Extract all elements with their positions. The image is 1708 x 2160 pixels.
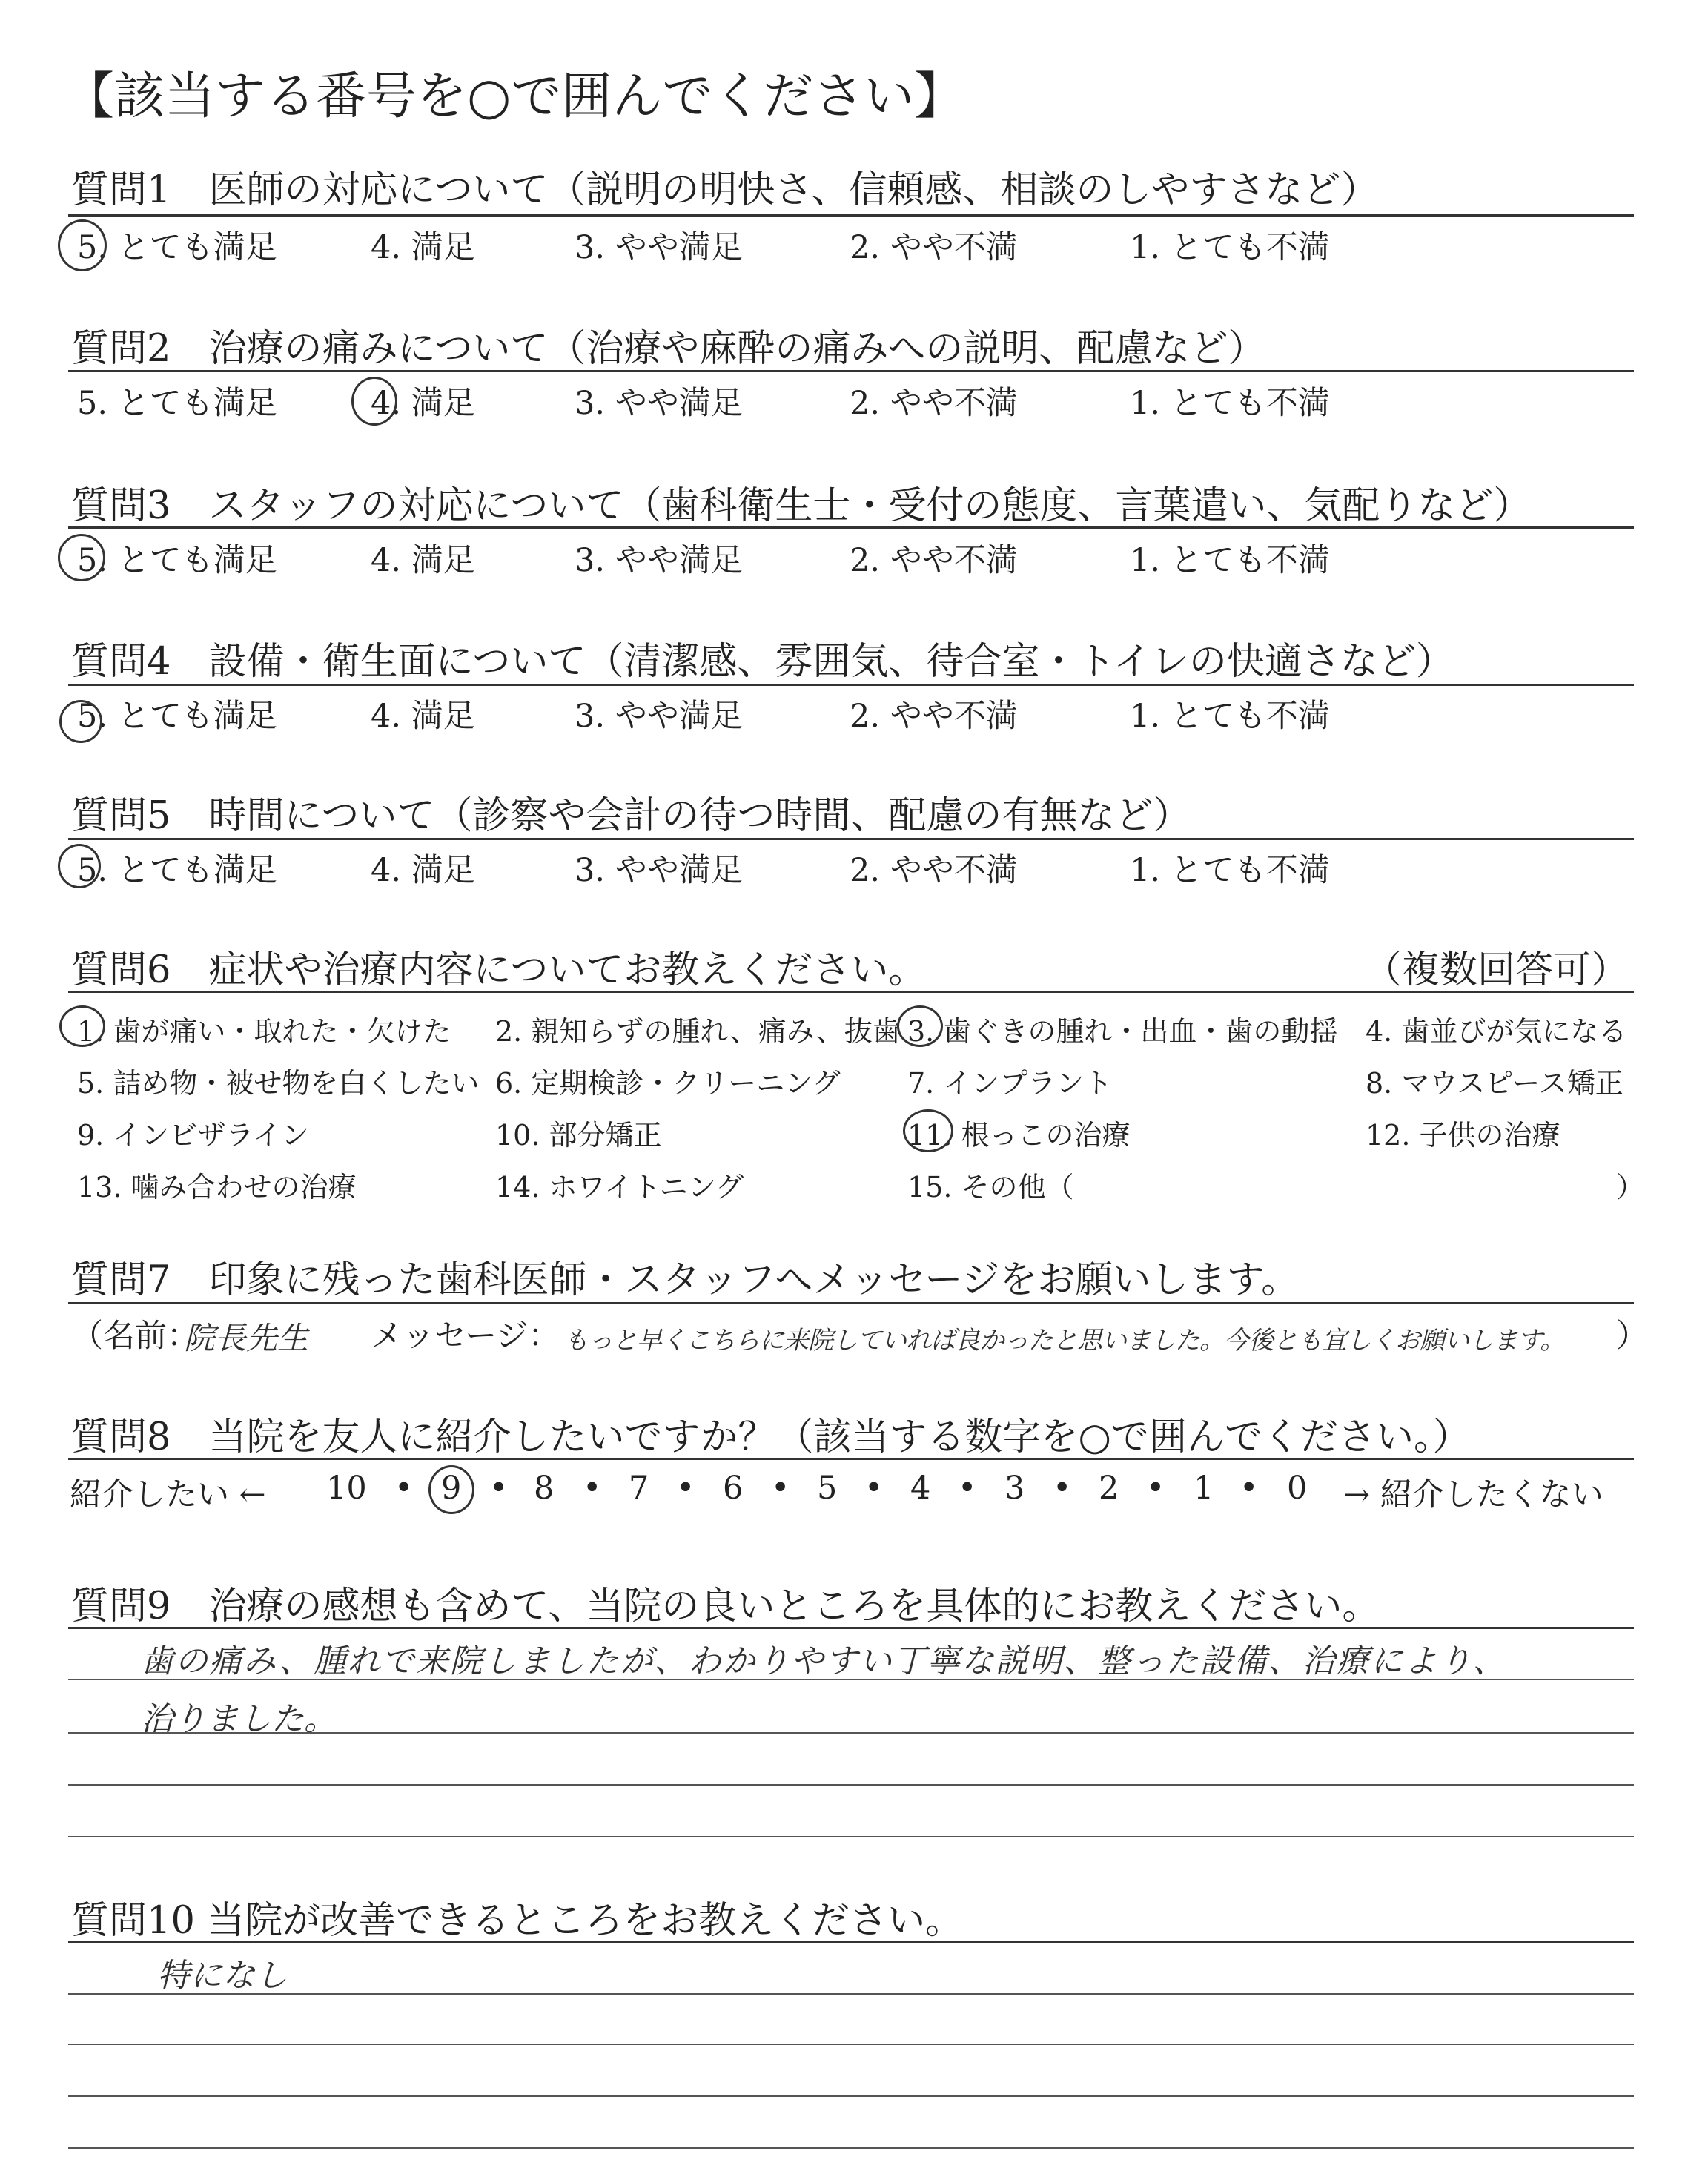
- q7-message-value: もっと早くこちらに来院していれば良かったと思いました。今後とも宜しくお願いします。: [563, 1326, 1565, 1355]
- q2-option-3[interactable]: 3. やや満足: [575, 385, 743, 422]
- q6-option-5[interactable]: 5. 詰め物・被せ物を白くしたい: [77, 1067, 480, 1100]
- q4-option-3[interactable]: 3. やや満足: [575, 698, 743, 735]
- q8-scale-3[interactable]: 3: [1004, 1470, 1025, 1507]
- q10-title: 質問10 当院が改善できるところをお教えください。: [71, 1899, 964, 1943]
- q6-note: （複数回答可）: [1364, 948, 1629, 992]
- q4-option-1[interactable]: 1. とても不満: [1130, 698, 1330, 735]
- q3-option-1[interactable]: 1. とても不満: [1130, 542, 1330, 579]
- q6-circle-1: [59, 1005, 105, 1047]
- q2-option-2[interactable]: 2. やや不満: [850, 385, 1018, 422]
- q5-option-1[interactable]: 1. とても不満: [1130, 852, 1330, 889]
- q1-option-4[interactable]: 4. 満足: [371, 229, 475, 266]
- q6-option-15[interactable]: 15. その他（: [907, 1171, 1074, 1203]
- q10-answer: 特になし: [157, 1957, 288, 1995]
- q9-answer-line-1: 歯の痛み、腫れで来院しましたが、わかりやすい丁寧な説明、整った設備、治療により、: [141, 1642, 1507, 1680]
- q5-option-2[interactable]: 2. やや不満: [850, 852, 1018, 889]
- q8-scale-4[interactable]: 4: [910, 1470, 931, 1507]
- q4-rule: [68, 684, 1634, 686]
- q6-option-3[interactable]: 3. 歯ぐきの腫れ・出血・歯の動揺: [907, 1015, 1338, 1048]
- q9-answer-line-2: 治りました。: [141, 1700, 337, 1738]
- q2-rule: [68, 370, 1634, 372]
- q9-title: 質問9 治療の感想も含めて、当院の良いところを具体的にお教えください。: [71, 1585, 1380, 1628]
- q8-dot: •: [583, 1470, 602, 1507]
- q8-scale-1[interactable]: 1: [1194, 1470, 1214, 1507]
- q7-name-value: 院長先生: [184, 1320, 309, 1356]
- q8-answer-circle: [428, 1465, 474, 1514]
- q3-option-3[interactable]: 3. やや満足: [575, 542, 743, 579]
- q8-dot: •: [1146, 1470, 1165, 1507]
- q3-option-5[interactable]: 5. とても満足: [77, 542, 277, 579]
- q7-name-label: （名前：: [71, 1318, 199, 1355]
- q1-answer-circle: [58, 219, 107, 271]
- q6-title: 質問6 症状や治療内容についてお教えください。: [71, 948, 927, 992]
- q5-option-4[interactable]: 4. 満足: [371, 852, 475, 889]
- q1-option-2[interactable]: 2. やや不満: [850, 229, 1018, 266]
- q4-answer-circle: [59, 700, 102, 743]
- q7-rule: [68, 1302, 1634, 1304]
- q8-dot: •: [1053, 1470, 1072, 1507]
- q6-option-1[interactable]: 1. 歯が痛い・取れた・欠けた: [77, 1015, 451, 1048]
- q8-scale-6[interactable]: 6: [723, 1470, 744, 1507]
- q8-dot: •: [676, 1470, 695, 1507]
- q8-scale-9[interactable]: 9: [441, 1470, 462, 1507]
- q10-writing-line: [68, 2095, 1634, 2097]
- q7-title: 質問7 印象に残った歯科医師・スタッフへメッセージをお願いします。: [71, 1258, 1300, 1302]
- q1-rule: [68, 214, 1634, 217]
- q3-answer-circle: [58, 534, 105, 581]
- q8-rule: [68, 1458, 1634, 1460]
- q4-option-2[interactable]: 2. やや不満: [850, 698, 1018, 735]
- q8-dot: •: [958, 1470, 977, 1507]
- q3-option-2[interactable]: 2. やや不満: [850, 542, 1018, 579]
- q6-option-13[interactable]: 13. 噛み合わせの治療: [77, 1171, 357, 1203]
- q6-option-14[interactable]: 14. ホワイトニング: [495, 1171, 744, 1203]
- page-header: 【該当する番号を○で囲んでください】: [64, 67, 965, 126]
- q4-option-4[interactable]: 4. 満足: [371, 698, 475, 735]
- q5-option-3[interactable]: 3. やや満足: [575, 852, 743, 889]
- q2-option-1[interactable]: 1. とても不満: [1130, 385, 1330, 422]
- q2-title: 質問2 治療の痛みについて（治療や麻酔の痛みへの説明、配慮など）: [71, 327, 1266, 371]
- q6-option-8[interactable]: 8. マウスピース矯正: [1366, 1067, 1623, 1100]
- q6-option-12[interactable]: 12. 子供の治療: [1366, 1119, 1560, 1152]
- q6-option-11[interactable]: 11. 根っこの治療: [907, 1119, 1131, 1152]
- q6-option-6[interactable]: 6. 定期検診・クリーニング: [495, 1067, 841, 1100]
- q5-option-5[interactable]: 5. とても満足: [77, 852, 277, 889]
- q2-option-5[interactable]: 5. とても満足: [77, 385, 277, 422]
- q1-title: 質問1 医師の対応について（説明の明快さ、信頼感、相談のしやすさなど）: [71, 168, 1379, 212]
- q8-dot: •: [771, 1470, 790, 1507]
- q7-close-paren: ）: [1616, 1318, 1648, 1355]
- q1-option-5[interactable]: 5. とても満足: [77, 229, 277, 266]
- q7-message-label: メッセージ：: [371, 1318, 560, 1355]
- q8-scale-7[interactable]: 7: [629, 1470, 649, 1507]
- q9-writing-line: [68, 1732, 1634, 1734]
- q10-writing-line: [68, 1993, 1634, 1995]
- q8-title: 質問8 当院を友人に紹介したいですか？（該当する数字を○で囲んでください。）: [71, 1416, 1471, 1459]
- q10-writing-line: [68, 2044, 1634, 2045]
- q6-option-9[interactable]: 9. インビザライン: [77, 1119, 310, 1152]
- q8-scale-10[interactable]: 10: [326, 1470, 367, 1507]
- q8-scale-5[interactable]: 5: [817, 1470, 838, 1507]
- q6-circle-11: [903, 1109, 953, 1152]
- q3-title: 質問3 スタッフの対応について（歯科衛生士・受付の態度、言葉遣い、気配りなど）: [71, 484, 1532, 528]
- q3-option-4[interactable]: 4. 満足: [371, 542, 475, 579]
- q10-rule: [68, 1941, 1634, 1943]
- q6-circle-3: [897, 1005, 943, 1047]
- q4-option-5[interactable]: 5. とても満足: [77, 698, 277, 735]
- q10-writing-line: [68, 2147, 1634, 2149]
- q5-title: 質問5 時間について（診察や会計の待つ時間、配慮の有無など）: [71, 794, 1191, 838]
- q8-dot: •: [394, 1470, 414, 1507]
- q1-option-1[interactable]: 1. とても不満: [1130, 229, 1330, 266]
- q5-answer-circle: [58, 844, 101, 888]
- q1-option-3[interactable]: 3. やや満足: [575, 229, 743, 266]
- q6-option-7[interactable]: 7. インプラント: [907, 1067, 1113, 1100]
- q9-writing-line: [68, 1836, 1634, 1837]
- q8-dot: •: [864, 1470, 884, 1507]
- q8-dot: •: [489, 1470, 509, 1507]
- q6-option-10[interactable]: 10. 部分矯正: [495, 1119, 662, 1152]
- q5-rule: [68, 838, 1634, 840]
- q8-left-label: 紹介したい ←: [70, 1476, 266, 1513]
- q6-option-4[interactable]: 4. 歯並びが気になる: [1366, 1015, 1627, 1048]
- q9-writing-line: [68, 1679, 1634, 1680]
- q6-option-15-close: ）: [1616, 1171, 1645, 1203]
- q9-rule: [68, 1627, 1634, 1629]
- q2-option-4[interactable]: 4. 満足: [371, 385, 475, 422]
- q8-scale-8[interactable]: 8: [534, 1470, 555, 1507]
- q8-scale-2[interactable]: 2: [1099, 1470, 1119, 1507]
- q3-rule: [68, 526, 1634, 529]
- q8-right-label: → 紹介したくない: [1343, 1476, 1603, 1513]
- q6-rule: [68, 991, 1634, 993]
- q4-title: 質問4 設備・衛生面について（清潔感、雰囲気、待合室・トイレの快適さなど）: [71, 640, 1454, 684]
- q9-writing-line: [68, 1784, 1634, 1786]
- q6-option-2[interactable]: 2. 親知らずの腫れ、痛み、抜歯: [495, 1015, 901, 1048]
- q8-dot: •: [1239, 1470, 1259, 1507]
- q8-scale-0[interactable]: 0: [1287, 1470, 1308, 1507]
- q2-answer-circle: [351, 377, 397, 426]
